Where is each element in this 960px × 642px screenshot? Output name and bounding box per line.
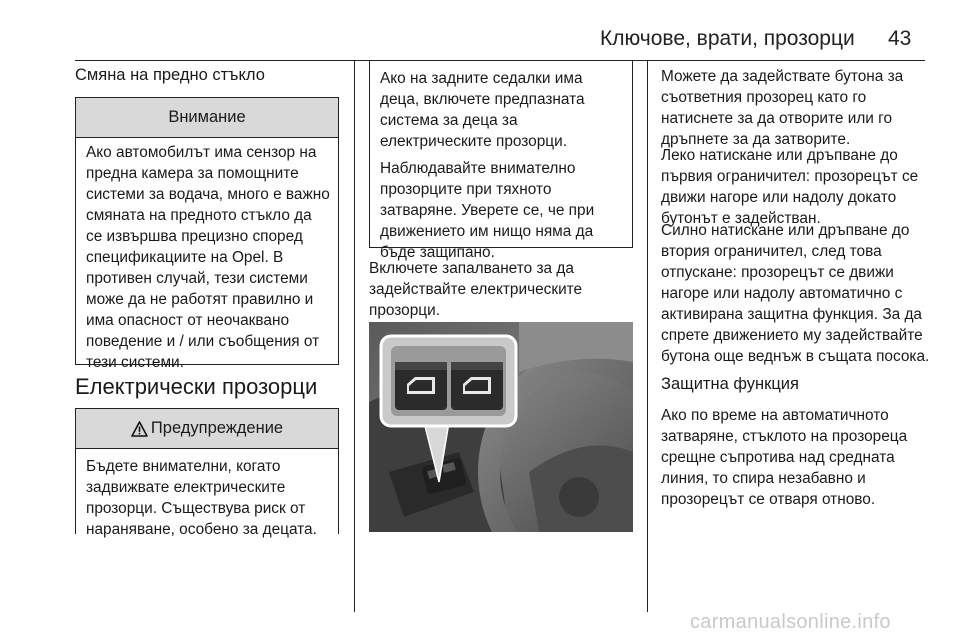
column-divider-1 — [354, 60, 355, 612]
notice-continued-para2: Наблюдавайте внимателно прозорците при тяхното затваряне. Уверете се, че при движението им нищо няма да бъде защипано. — [380, 160, 595, 261]
running-header-title: Ключове, врати, прозорци — [600, 27, 855, 50]
notice-continued-box — [369, 60, 633, 261]
section-heading-windscreen: Смяна на предно стъкло — [75, 66, 265, 84]
section-heading-power-windows: Електрически прозорци — [75, 374, 318, 399]
warning-title-row — [76, 409, 338, 449]
warning-box — [75, 408, 339, 538]
notice-continued-para1: Ако на задните седалки има деца, включете предпазната система за деца за електрическите прозорци. — [380, 70, 585, 150]
col3-para2: Леко натискане или дръпване до първия ограничител: прозорецът се движи нагоре или надолу докато бутонът е задействан. — [661, 147, 919, 227]
notice-box — [75, 97, 339, 371]
warning-triangle-icon — [131, 421, 148, 437]
notice-title: Внимание — [76, 98, 338, 138]
col3-para1: Можете да задействате бутона за съответния прозорец като го натиснете за да отворите или го дръпнете за да затворите. — [661, 68, 904, 148]
warning-body: Бъдете внимателни, когато задвижвате електрическите прозорци. Съществува риск от нараняване, особено за децата. — [86, 458, 317, 538]
col3-para3: Силно натискане или дръпване до втория ограничител, след това отпускане: прозорецът се движи нагоре или надолу автоматично с активирана защитна функция. За да спрете движението му задействайте бутона още веднъж в същата посока. — [661, 222, 930, 365]
section-heading-protection: Защитна функция — [661, 375, 799, 393]
notice-body: Ако автомобилът има сензор на предна камера за помощните системи за водача, много е важно смяната на предното стъкло да се извършва прецизно според спецификациите на Opel. В противен случай, тези системи може да не работят правилно и има опасност от неочаквано поведение и / или съобщения от тези системи. — [86, 144, 330, 371]
ignition-paragraph: Включете запалването за да задействайте електрическите прозорци. — [369, 260, 583, 319]
col3-para4: Ако по време на автоматичното затваряне, стъклото на прозореца срещне съпротива над средната линия, то спира незабавно и прозорецът се отваря отново. — [661, 407, 908, 508]
watermark: carmanualsonline.info — [690, 611, 891, 633]
warning-title: Предупреждение — [150, 419, 284, 437]
page-number: 43 — [888, 27, 912, 50]
column-divider-2 — [647, 60, 648, 612]
window-switches-photo — [369, 322, 633, 532]
